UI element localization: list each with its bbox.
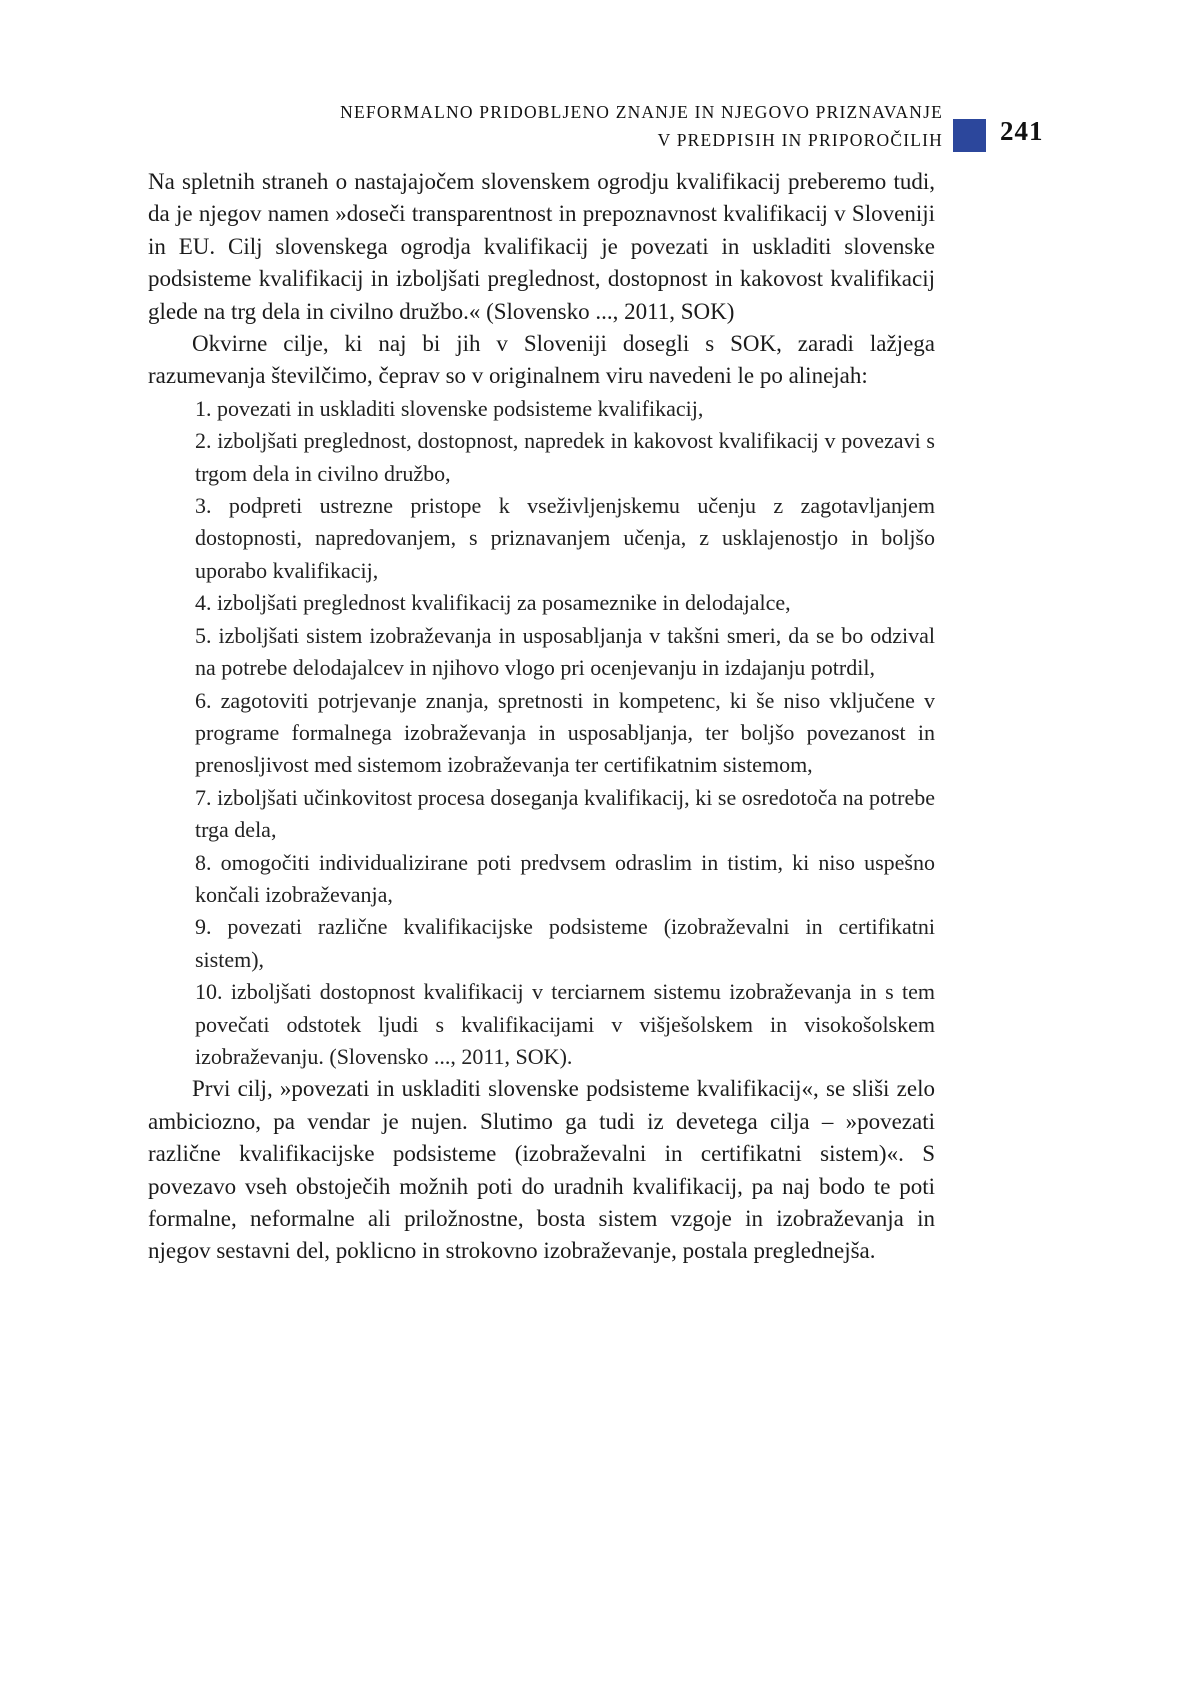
- paragraph-discussion: Prvi cilj, »povezati in uskladiti slovenske podsisteme kvalifikacij«, se sliši zelo ambiciozno, pa vendar je nujen. Slutimo ga tudi iz devetega cilja – »povezati različne kvalifikacijske podsisteme (izobraževalni in certifikatni sistem)«. S povezavo vseh obstoječih možnih poti do uradnih kvalifikacij, pa naj bodo te poti formalne, neformalne ali priložnostne, bosta sistem vzgoje in izobraževanja in njegov sestavni del, poklicno in strokovno izobraževanje, postala preglednejša.: [148, 1076, 935, 1264]
- list-item: 2. izboljšati preglednost, dostopnost, napredek in kakovost kvalifikacij v povezavi s trgom dela in civilno družbo,: [195, 428, 935, 486]
- page-marker-square-icon: [953, 119, 986, 152]
- list-item: 1. povezati in uskladiti slovenske podsisteme kvalifikacij,: [195, 395, 704, 421]
- paragraph-intro: Na spletnih straneh o nastajajočem slovenskem ogrodju kvalifikacij preberemo tudi, da je njegov namen »doseči transparentnost in prepoznavnost kvalifikacij v Sloveniji in EU. Cilj slovenskega ogrodja kvalifikacij je povezati in uskladiti slovenske podsisteme kvalifikacij in izboljšati preglednost, dostopnost in kakovost kvalifikacij glede na trg dela in civilno družbo.« (Slovensko ..., 2011, SOK): [148, 169, 935, 324]
- list-item: 10. izboljšati dostopnost kvalifikacij v terciarnem sistemu izobraževanja in s tem povečati odstotek ljudi s kvalifikacijami v višješolskem in visokošolskem izobraževanju. (Slovensko ..., 2011, SOK).: [195, 979, 935, 1069]
- list-item: 6. zagotoviti potrjevanje znanja, spretnosti in kompetenc, ki še niso vključene v programe formalnega izobraževanja in usposabljanja, ter boljšo povezanost in prenosljivost med sistemom izobraževanja ter certifikatnim sistemom,: [195, 687, 935, 778]
- list-item: 3. podpreti ustrezne pristope k vseživljenjskemu učenju z zagotavljanjem dostopnosti, napredovanjem, s priznavanjem učenja, z usklajenostjo in boljšo uporabo kvalifikacij,: [195, 493, 935, 583]
- page-number: 241: [1000, 116, 1044, 146]
- running-header-line2: V PREDPISIH IN PRIPOROČILIH: [657, 130, 943, 150]
- list-item: 7. izboljšati učinkovitost procesa doseganja kvalifikacij, ki se osredotoča na potrebe trga dela,: [195, 784, 935, 843]
- running-header: [148, 98, 943, 154]
- list-item: 8. omogočiti individualizirane poti predvsem odraslim in tistim, ki niso uspešno končali izobraževanja,: [195, 849, 935, 907]
- goals-list: [195, 393, 935, 1074]
- body-text: [148, 166, 935, 1268]
- list-item: 4. izboljšati preglednost kvalifikacij za posameznike in delodajalce,: [195, 590, 791, 616]
- running-header-line1: NEFORMALNO PRIDOBLJENO ZNANJE IN NJEGOVO PRIZNAVANJE: [340, 102, 943, 122]
- list-item: 9. povezati različne kvalifikacijske podsisteme (izobraževalni in certifikatni sistem),: [195, 914, 935, 972]
- list-item: 5. izboljšati sistem izobraževanja in usposabljanja v takšni smeri, da se bo odzival na potrebe delodajalcev in njihovo vlogo pri ocenjevanju in izdajanju potrdil,: [195, 622, 935, 681]
- paragraph-goals-lead-in: Okvirne cilje, ki naj bi jih v Sloveniji dosegli s SOK, zaradi lažjega razumevanja številčimo, čeprav so v originalnem viru navedeni le po alinejah:: [148, 331, 935, 389]
